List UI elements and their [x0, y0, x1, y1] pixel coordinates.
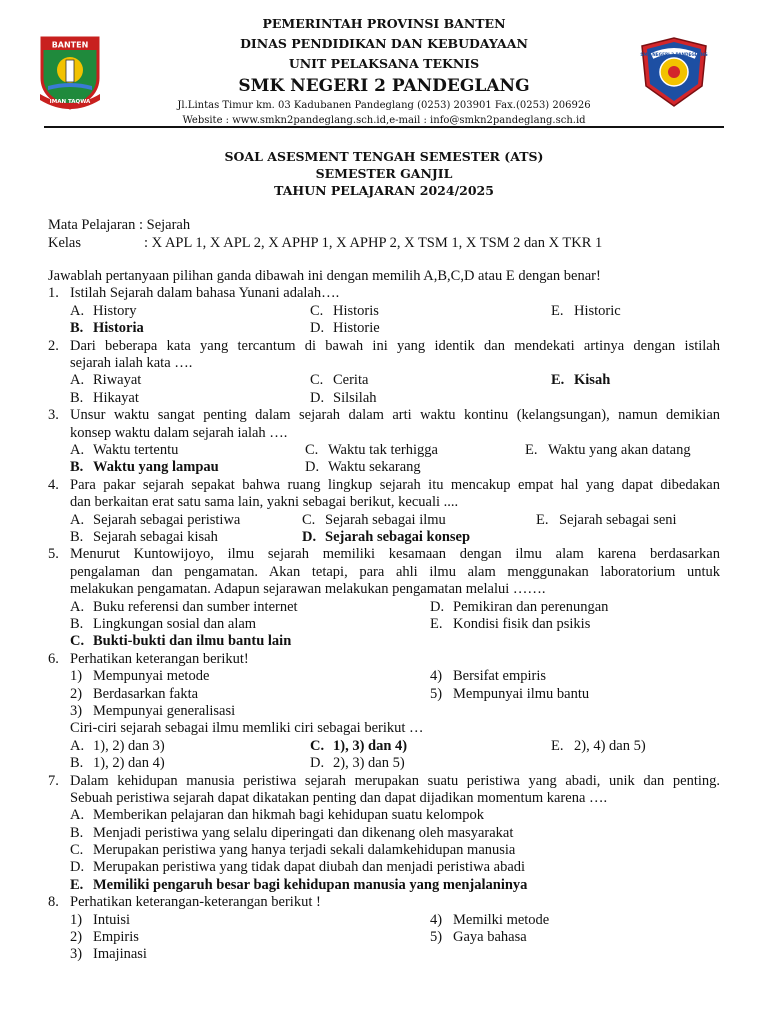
option-c[interactable]: C. Merupakan peristiwa yang hanya terjadi sekali dalamkehidupan manusia [70, 842, 516, 859]
exam-meta [48, 216, 602, 252]
exam-title-line3: TAHUN PELAJARAN 2024/2025 [274, 183, 494, 198]
statement-item: 2) Berdasarkan fakta [70, 685, 199, 702]
question-text-line: sejarah ialah kata …. [70, 354, 193, 371]
class-value: : X APL 1, X APL 2, X APHP 1, X APHP 2, X TSM 1, X TSM 2 dan X TKR 1 [144, 235, 603, 251]
question-number: 8. [48, 894, 59, 911]
government-line: PEMERINTAH PROVINSI BANTEN [262, 16, 506, 31]
question-number: 3. [48, 407, 59, 424]
statement-item: 4) Bersifat empiris [430, 668, 547, 685]
school-website: Website : www.smkn2pandeglang.sch.id,e-mail : info@smkn2pandeglang.sch.id [182, 115, 586, 126]
question-text-line: konsep waktu dalam sejarah ialah …. [70, 424, 288, 441]
class-row [48, 234, 602, 252]
option-a[interactable]: A. Sejarah sebagai peristiwa [70, 511, 241, 528]
question-number: 7. [48, 772, 59, 789]
unit-line: UNIT PELAKSANA TEKNIS [288, 56, 480, 71]
option-b-correct[interactable]: B. Historia [70, 320, 144, 337]
answer-options [70, 372, 720, 407]
answer-options [70, 807, 720, 894]
statement-item: 2) Empiris [70, 929, 139, 946]
statement-item: 5) Mempunyai ilmu bantu [430, 685, 590, 702]
option-c[interactable]: C. Cerita [310, 372, 369, 389]
question-4 [48, 477, 720, 547]
exam-title-line2: SEMESTER GANJIL [315, 166, 453, 181]
option-e[interactable]: E. Historic [551, 302, 621, 319]
question-number: 1. [48, 285, 59, 302]
question-text-line: Menurut Kuntowijoyo, ilmu sejarah memiliki kesamaan dengan ilmu alam karena berdasarkan [70, 546, 720, 563]
option-d[interactable]: D. Waktu sekarang [305, 459, 421, 476]
subject-row: Mata Pelajaran : Sejarah [48, 217, 191, 233]
statement-item: 1) Mempunyai metode [70, 668, 210, 685]
option-e-correct[interactable]: E. Kisah [551, 372, 611, 389]
question-text: Perhatikan keterangan-keterangan berikut ! [70, 894, 321, 911]
question-number: 5. [48, 546, 59, 563]
question-number: 6. [48, 650, 59, 667]
question-text-line: Sebuah peristiwa sejarah dapat dikatakan penting dan dapat dijadikan momentum karena …. [70, 789, 608, 806]
option-c[interactable]: C. Historis [310, 302, 379, 319]
option-a[interactable]: A. History [70, 302, 137, 319]
question-text: Perhatikan keterangan berikut! [70, 650, 249, 667]
option-b[interactable]: B. Hikayat [70, 389, 139, 406]
question-text-line: Dari beberapa kata yang tercantum di bawah ini yang identik dan mendekati artinya dengan istilah [70, 337, 720, 354]
class-label: Kelas [48, 235, 82, 251]
question-prompt: Ciri-ciri sejarah sebagai ilmu memliki ciri sebagai berikut … [70, 720, 424, 737]
option-d[interactable]: D. 2), 3) dan 5) [310, 755, 405, 772]
exam-title [0, 148, 768, 199]
answer-options [70, 442, 720, 477]
answer-options [70, 303, 720, 338]
option-c-correct[interactable]: C. Bukti-bukti dan ilmu bantu lain [70, 633, 292, 650]
option-a[interactable]: A. Buku referensi dan sumber internet [70, 598, 298, 615]
option-d[interactable]: D. Historie [310, 320, 380, 337]
school-address: Jl.Lintas Timur km. 03 Kadubanen Pandeglang (0253) 203901 Fax.(0253) 206926 [177, 100, 591, 111]
option-d[interactable]: D. Pemikiran dan perenungan [430, 598, 609, 615]
question-text: Istilah Sejarah dalam bahasa Yunani adalah…. [70, 285, 340, 302]
statement-list [70, 912, 720, 964]
option-d[interactable]: D. Merupakan peristiwa yang tidak dapat diubah dan menjadi peristiwa abadi [70, 859, 526, 876]
answer-options [70, 738, 720, 773]
question-7 [48, 773, 720, 895]
option-e-correct[interactable]: E. Memiliki pengaruh besar bagi kehidupan manusia yang menjalaninya [70, 876, 528, 893]
option-a[interactable]: A. Riwayat [70, 372, 142, 389]
option-b[interactable]: B. 1), 2) dan 4) [70, 755, 165, 772]
option-a[interactable]: A. Waktu tertentu [70, 441, 179, 458]
answer-options [70, 512, 720, 547]
statement-item: 4) Memilki metode [430, 911, 550, 928]
option-d[interactable]: D. Silsilah [310, 389, 377, 406]
answer-options [70, 599, 720, 651]
option-c-correct[interactable]: C. 1), 3) dan 4) [310, 737, 408, 754]
question-text-line: Dalam kehidupan manusia peristiwa sejarah merupakan suatu peristiwa yang abadi, unik dan penting. [70, 772, 720, 789]
option-a[interactable]: A. Memberikan pelajaran dan hikmah bagi kehidupan suatu kelompok [70, 807, 484, 824]
option-c[interactable]: C. Waktu tak terhigga [305, 441, 438, 458]
question-number: 2. [48, 337, 59, 354]
question-5 [48, 546, 720, 650]
question-6 [48, 651, 720, 773]
option-c[interactable]: C. Sejarah sebagai ilmu [302, 511, 446, 528]
question-8 [48, 894, 720, 964]
logo-motto-text: IMAN TAQWA [49, 99, 91, 105]
question-3 [48, 407, 720, 477]
option-e[interactable]: E. 2), 4) dan 5) [551, 737, 646, 754]
statement-item: 5) Gaya bahasa [430, 929, 527, 946]
question-2 [48, 338, 720, 408]
question-number: 4. [48, 476, 59, 493]
letterhead-divider [44, 126, 724, 128]
question-text-line: melakukan pengamatan. Adapun sejarawan melakukan pengamatan melalui ……. [70, 581, 546, 598]
school-logo-text: SMK NEGERI 2 PANDEGLANG [640, 52, 708, 57]
statement-list [70, 668, 720, 720]
statement-item: 1) Intuisi [70, 911, 131, 928]
option-e[interactable]: E. Sejarah sebagai seni [536, 511, 677, 528]
school-logo [636, 34, 712, 110]
instruction: Jawablah pertanyaan pilihan ganda dibawah ini dengan memilih A,B,C,D atau E dengan benar! [48, 268, 601, 284]
letterhead [0, 12, 768, 124]
option-b-correct[interactable]: B. Waktu yang lampau [70, 459, 219, 476]
statement-item: 3) Mempunyai generalisasi [70, 702, 236, 719]
question-1 [48, 285, 720, 337]
statement-item: 3) Imajinasi [70, 946, 147, 963]
question-text-line: Unsur waktu sangat penting dalam sejarah dalam arti waktu kontinu (kelangsungan), namun demikian [70, 407, 720, 424]
question-list [48, 268, 720, 964]
option-d-correct[interactable]: D. Sejarah sebagai konsep [302, 528, 471, 545]
exam-title-line1: SOAL ASESMENT TENGAH SEMESTER (ATS) [224, 149, 544, 164]
option-e[interactable]: E. Waktu yang akan datang [525, 441, 691, 458]
school-name: SMK NEGERI 2 PANDEGLANG [238, 76, 530, 96]
question-text-line: dan berkaitan erat satu sama lain, yakni sebagai berikut, kecuali .... [70, 494, 459, 511]
option-b[interactable]: B. Lingkungan sosial dan alam [70, 615, 257, 632]
option-b[interactable]: B. Sejarah sebagai kisah [70, 528, 218, 545]
option-e[interactable]: E. Kondisi fisik dan psikis [430, 615, 591, 632]
option-a[interactable]: A. 1), 2) dan 3) [70, 737, 165, 754]
department-line: DINAS PENDIDIKAN DAN KEBUDAYAAN [240, 36, 528, 51]
logo-banten-text: BANTEN [51, 40, 89, 50]
option-b[interactable]: B. Menjadi peristiwa yang selalu diperingati dan dikenang oleh masyarakat [70, 824, 514, 841]
question-text-line: Para pakar sejarah sepakat bahwa ruang lingkup sejarah itu mencakup empat hal yang dapat dibedakan [70, 476, 720, 493]
question-text-line: pengalaman dan pengamatan. Akan tetapi, para ahli ilmu alam menggunakan laboratorium untuk [70, 563, 720, 580]
